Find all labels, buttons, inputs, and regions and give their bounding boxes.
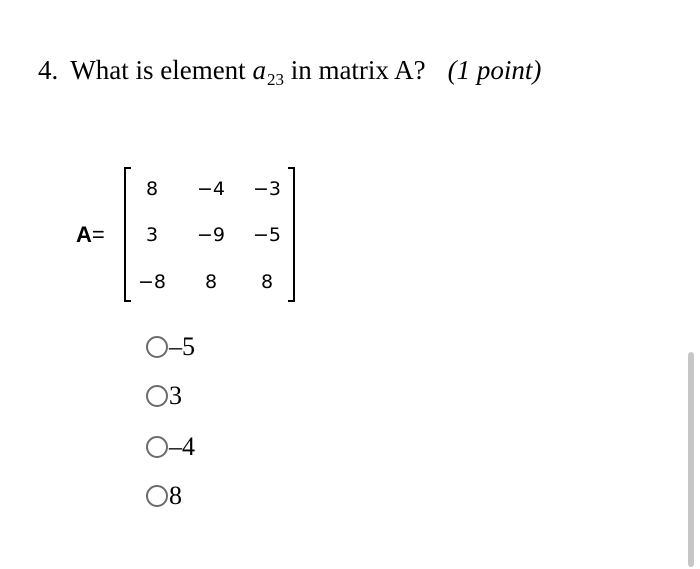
matrix-name: A (76, 222, 92, 247)
matrix-cell-2-1: 3 (145, 224, 159, 246)
radio-button-icon[interactable] (146, 436, 168, 458)
answer-option-label: 8 (169, 481, 182, 510)
matrix-cell-2-3: −5 (252, 224, 281, 246)
answer-option-label: –4 (169, 432, 195, 461)
element-subscript: 23 (266, 70, 284, 89)
matrix-cell-3-1: −8 (137, 271, 166, 293)
answer-option-2[interactable] (146, 380, 182, 412)
question-points: (1 point) (447, 55, 542, 85)
matrix-equals: = (91, 222, 105, 247)
element-variable: a (252, 55, 266, 85)
answer-option-1[interactable] (146, 331, 195, 363)
matrix-cell-1-2: −4 (196, 178, 225, 200)
answer-option-3[interactable] (146, 431, 195, 463)
answer-option-4[interactable] (146, 480, 182, 512)
matrix-cell-1-1: 8 (145, 178, 159, 200)
vertical-scrollbar[interactable] (688, 352, 694, 567)
matrix-cell-1-3: −3 (252, 178, 281, 200)
question-text-before: What is element (70, 55, 246, 85)
question-text-after: in matrix A? (290, 55, 426, 85)
radio-button-icon[interactable] (146, 385, 168, 407)
question-prompt (38, 52, 541, 92)
matrix-cell-3-2: 8 (204, 271, 218, 293)
radio-button-icon[interactable] (146, 336, 168, 358)
question-number: 4. (38, 55, 59, 85)
matrix-cell-3-3: 8 (260, 271, 274, 293)
matrix-cell-2-2: −9 (196, 224, 225, 246)
answer-option-label: –5 (169, 332, 195, 361)
radio-button-icon[interactable] (146, 485, 168, 507)
answer-option-label: 3 (169, 381, 182, 410)
matrix-label (76, 221, 105, 249)
